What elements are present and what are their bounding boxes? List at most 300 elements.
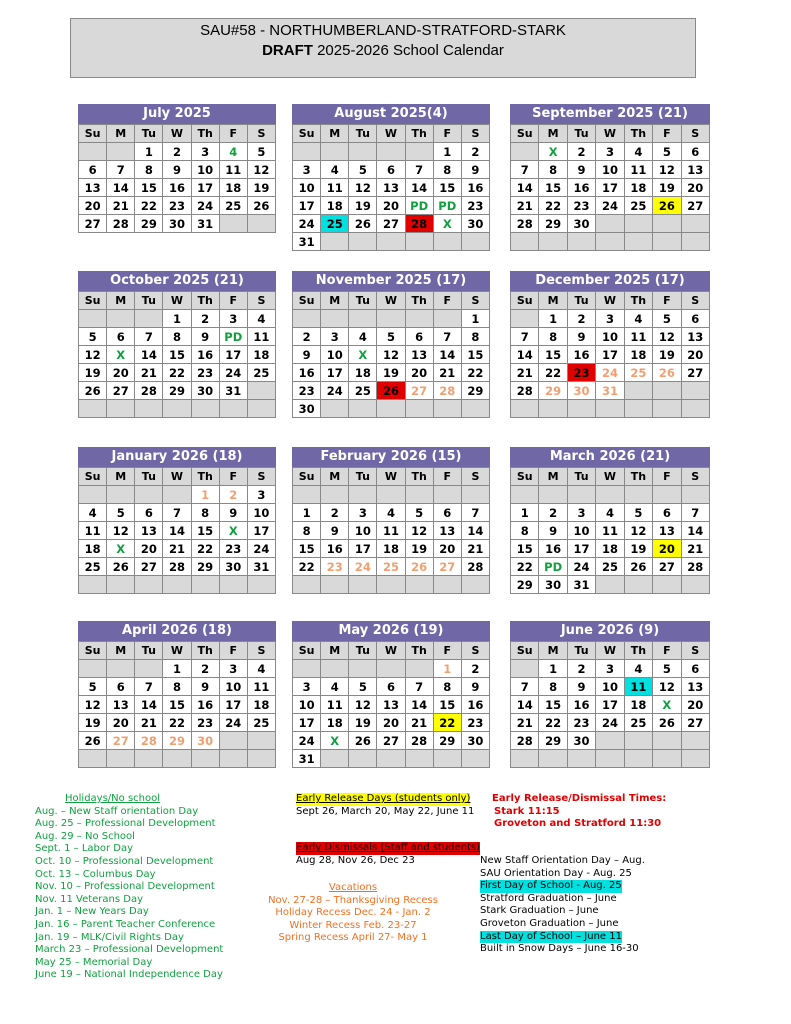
empty-cell [433, 750, 461, 768]
day-cell: 6 [377, 678, 405, 696]
day-cell: 9 [461, 161, 489, 179]
weekday-header: Su [79, 125, 107, 143]
day-cell: 22 [539, 364, 567, 382]
day-cell: 21 [681, 540, 709, 558]
day-cell: 20 [405, 364, 433, 382]
day-cell: 16 [191, 346, 219, 364]
empty-cell [653, 576, 681, 594]
empty-cell [135, 750, 163, 768]
empty-cell [79, 576, 107, 594]
empty-cell [653, 750, 681, 768]
day-cell: 18 [596, 540, 624, 558]
day-cell: 22 [293, 558, 321, 576]
empty-cell [219, 732, 247, 750]
empty-cell [79, 400, 107, 418]
day-cell: 17 [596, 696, 624, 714]
holiday-item: March 23 – Professional Development [35, 944, 224, 956]
week-row [293, 504, 490, 522]
day-cell: 30 [567, 732, 595, 750]
weekday-header: W [596, 125, 624, 143]
day-cell: 17 [349, 540, 377, 558]
month-title: May 2026 (19) [292, 621, 490, 641]
empty-cell [293, 660, 321, 678]
day-cell: 19 [377, 364, 405, 382]
weekday-header: S [247, 292, 275, 310]
day-cell: 12 [653, 678, 681, 696]
day-cell: 23 [293, 382, 321, 400]
day-cell: 1 [539, 310, 567, 328]
day-cell: 7 [405, 161, 433, 179]
empty-cell [567, 233, 595, 251]
day-cell: 5 [405, 504, 433, 522]
day-cell: 29 [191, 558, 219, 576]
empty-cell [405, 750, 433, 768]
day-cell: 26 [349, 215, 377, 233]
day-cell: 2 [321, 504, 349, 522]
month-title: July 2025 [78, 104, 276, 124]
holiday-item: Aug. 29 – No School [35, 830, 135, 842]
day-cell: 26 [653, 714, 681, 732]
day-cell: 24 [293, 732, 321, 750]
day-cell: 5 [247, 143, 275, 161]
day-cell: 15 [191, 522, 219, 540]
empty-cell [681, 750, 709, 768]
day-cell: 26 [377, 382, 405, 400]
week-row [293, 732, 490, 750]
weekday-header: Th [624, 125, 652, 143]
weekday-header: S [681, 125, 709, 143]
day-cell: 1 [191, 486, 219, 504]
times-item: Stark 11:15 [494, 805, 560, 817]
day-cell: 13 [433, 522, 461, 540]
day-cell: 20 [681, 696, 709, 714]
week-row [79, 540, 276, 558]
week-row [511, 143, 710, 161]
day-cell: 5 [79, 678, 107, 696]
day-cell: 13 [653, 522, 681, 540]
week-row [79, 346, 276, 364]
empty-cell [624, 732, 652, 750]
week-row [293, 310, 490, 328]
day-cell: 17 [293, 714, 321, 732]
week-row [293, 364, 490, 382]
day-cell: 4 [247, 660, 275, 678]
empty-cell [567, 486, 595, 504]
day-cell: 18 [247, 346, 275, 364]
day-cell: 27 [107, 382, 135, 400]
day-cell: 9 [163, 161, 191, 179]
vacation-item: Holiday Recess Dec. 24 - Jan. 2 [275, 907, 431, 919]
week-row [293, 576, 490, 594]
day-cell: 10 [219, 678, 247, 696]
empty-cell [377, 486, 405, 504]
empty-cell [321, 750, 349, 768]
day-cell: 29 [433, 732, 461, 750]
empty-cell [511, 660, 539, 678]
day-cell: 16 [293, 364, 321, 382]
weekday-header: Tu [567, 292, 595, 310]
empty-cell [79, 750, 107, 768]
day-cell: 27 [653, 558, 681, 576]
day-cell: 16 [461, 179, 489, 197]
empty-cell [405, 660, 433, 678]
empty-cell [349, 143, 377, 161]
day-cell: 23 [163, 197, 191, 215]
day-cell: 16 [567, 696, 595, 714]
holiday-item: June 19 – National Independence Day [35, 969, 223, 981]
holiday-item: Oct. 10 – Professional Development [35, 855, 214, 867]
day-cell: 6 [433, 504, 461, 522]
month-title: September 2025 (21) [510, 104, 710, 124]
day-cell: 18 [624, 696, 652, 714]
day-cell: 16 [321, 540, 349, 558]
week-row [293, 750, 490, 768]
day-cell: 17 [191, 179, 219, 197]
vacation-item: Nov. 27-28 – Thanksgiving Recess [268, 894, 438, 906]
weekday-header: W [596, 468, 624, 486]
week-row [293, 558, 490, 576]
empty-cell [219, 576, 247, 594]
day-cell: 7 [511, 161, 539, 179]
weekday-header: F [653, 125, 681, 143]
day-cell: 9 [539, 522, 567, 540]
day-cell: 27 [681, 197, 709, 215]
week-row [79, 143, 276, 161]
empty-cell [377, 233, 405, 251]
day-cell: 21 [461, 540, 489, 558]
day-cell: 12 [247, 161, 275, 179]
day-cell: 6 [681, 143, 709, 161]
day-cell: 8 [163, 328, 191, 346]
empty-cell [191, 576, 219, 594]
empty-cell [405, 576, 433, 594]
day-cell: 17 [596, 346, 624, 364]
day-cell: 24 [349, 558, 377, 576]
month-calendar [292, 447, 490, 594]
empty-cell [247, 382, 275, 400]
day-cell: 16 [191, 696, 219, 714]
week-row [79, 558, 276, 576]
month-title: December 2025 (17) [510, 271, 710, 291]
day-cell: 9 [293, 346, 321, 364]
day-cell: 28 [433, 382, 461, 400]
day-cell: 28 [405, 215, 433, 233]
holidays-heading: Holidays/No school [65, 793, 161, 804]
empty-cell [539, 400, 567, 418]
empty-cell [681, 215, 709, 233]
dismissal-times [492, 793, 666, 831]
empty-cell [107, 660, 135, 678]
weekday-header: Tu [349, 292, 377, 310]
weekday-header: F [433, 468, 461, 486]
day-cell: 20 [377, 714, 405, 732]
day-cell: 5 [107, 504, 135, 522]
day-cell: 25 [377, 558, 405, 576]
day-cell: 25 [624, 197, 652, 215]
weekday-header: Su [293, 468, 321, 486]
day-cell: 28 [511, 215, 539, 233]
day-cell: 4 [247, 310, 275, 328]
day-cell: 15 [293, 540, 321, 558]
weekday-header: F [433, 642, 461, 660]
weekday-header: Th [191, 292, 219, 310]
day-cell: 28 [511, 382, 539, 400]
day-cell: 7 [511, 328, 539, 346]
week-row [79, 714, 276, 732]
day-cell: 17 [219, 346, 247, 364]
day-cell: 27 [681, 714, 709, 732]
day-cell: 11 [624, 328, 652, 346]
weekday-header: Th [191, 125, 219, 143]
day-cell: 17 [321, 364, 349, 382]
day-cell: 1 [293, 504, 321, 522]
day-cell: 28 [511, 732, 539, 750]
day-cell: 21 [163, 540, 191, 558]
empty-cell [461, 750, 489, 768]
day-cell: 1 [163, 660, 191, 678]
day-cell: 4 [79, 504, 107, 522]
day-cell: X [349, 346, 377, 364]
day-cell: 25 [247, 364, 275, 382]
day-cell: 2 [191, 310, 219, 328]
day-cell: 29 [539, 382, 567, 400]
week-row [511, 215, 710, 233]
day-cell: 8 [461, 328, 489, 346]
empty-cell [247, 732, 275, 750]
month-title: February 2026 (15) [292, 447, 490, 467]
day-cell: 3 [293, 678, 321, 696]
day-cell: 30 [191, 382, 219, 400]
holidays-legend [35, 793, 223, 982]
month-calendar [510, 621, 710, 768]
day-cell: 12 [377, 346, 405, 364]
weekday-header: W [377, 125, 405, 143]
weekday-header: M [539, 292, 567, 310]
weekday-header: S [461, 292, 489, 310]
day-cell: 21 [511, 197, 539, 215]
week-row [293, 197, 490, 215]
weekday-header: F [219, 468, 247, 486]
day-cell: 2 [163, 143, 191, 161]
empty-cell [461, 576, 489, 594]
day-cell: 28 [107, 215, 135, 233]
day-cell: 4 [624, 143, 652, 161]
day-cell: 21 [405, 714, 433, 732]
day-cell: 3 [219, 660, 247, 678]
day-cell: 10 [191, 161, 219, 179]
day-cell: 8 [433, 161, 461, 179]
day-cell: 6 [107, 328, 135, 346]
draft-label: DRAFT [262, 42, 313, 59]
day-cell: 7 [107, 161, 135, 179]
day-cell: 22 [511, 558, 539, 576]
day-cell: 8 [511, 522, 539, 540]
week-row [79, 504, 276, 522]
day-cell: 17 [567, 540, 595, 558]
day-cell: 28 [681, 558, 709, 576]
weekday-header: S [461, 468, 489, 486]
weekday-header: M [321, 642, 349, 660]
day-cell: 3 [219, 310, 247, 328]
week-row [511, 732, 710, 750]
day-cell: 9 [567, 161, 595, 179]
day-cell: 1 [135, 143, 163, 161]
day-cell: 11 [624, 161, 652, 179]
day-cell: 17 [219, 696, 247, 714]
day-cell: 28 [461, 558, 489, 576]
day-cell: 5 [79, 328, 107, 346]
weekday-header: Th [191, 642, 219, 660]
weekday-header: W [163, 642, 191, 660]
day-cell: 31 [293, 750, 321, 768]
weekday-header: Tu [349, 125, 377, 143]
weekday-header: S [461, 642, 489, 660]
weekday-header: F [653, 642, 681, 660]
day-cell: 20 [681, 346, 709, 364]
empty-cell [681, 400, 709, 418]
day-cell: 10 [596, 328, 624, 346]
month-calendar [78, 271, 276, 418]
day-cell: 25 [349, 382, 377, 400]
day-cell: 2 [567, 660, 595, 678]
week-row [79, 179, 276, 197]
day-cell: 15 [433, 179, 461, 197]
empty-cell [624, 215, 652, 233]
empty-cell [321, 233, 349, 251]
vacations-heading: Vacations [328, 882, 378, 893]
day-cell: 21 [107, 197, 135, 215]
day-cell: 29 [511, 576, 539, 594]
empty-cell [349, 233, 377, 251]
empty-cell [349, 310, 377, 328]
day-cell: 7 [433, 328, 461, 346]
empty-cell [79, 486, 107, 504]
early-dismissal-dates: Aug 28, Nov 26, Dec 23 [296, 854, 415, 866]
early-days-legend [296, 793, 480, 867]
vacations-legend [268, 882, 438, 945]
empty-cell [349, 576, 377, 594]
weekday-header: Tu [567, 642, 595, 660]
day-cell: 18 [321, 197, 349, 215]
empty-cell [321, 310, 349, 328]
day-cell: 22 [163, 714, 191, 732]
week-row [293, 486, 490, 504]
week-row [79, 400, 276, 418]
week-row [511, 364, 710, 382]
day-cell: 22 [539, 197, 567, 215]
month-title: August 2025(4) [292, 104, 490, 124]
day-cell: 31 [191, 215, 219, 233]
weekday-header: W [377, 642, 405, 660]
weekday-header: W [163, 125, 191, 143]
day-cell: 19 [79, 714, 107, 732]
day-cell: 4 [624, 310, 652, 328]
early-release-heading: Early Release Days (students only) [296, 793, 471, 804]
day-cell: 13 [405, 346, 433, 364]
empty-cell [681, 382, 709, 400]
week-row [511, 233, 710, 251]
day-cell: 11 [79, 522, 107, 540]
day-cell: 14 [405, 179, 433, 197]
day-cell: 15 [433, 696, 461, 714]
weekday-header: Th [191, 468, 219, 486]
day-cell: 4 [321, 678, 349, 696]
day-cell: 7 [163, 504, 191, 522]
day-cell: PD [433, 197, 461, 215]
day-cell: 23 [461, 714, 489, 732]
day-cell: 1 [511, 504, 539, 522]
day-cell: 11 [321, 179, 349, 197]
week-row [293, 179, 490, 197]
day-cell: 30 [293, 400, 321, 418]
month-calendar [510, 447, 710, 594]
day-cell: 9 [321, 522, 349, 540]
week-row [293, 161, 490, 179]
weekday-header: M [321, 468, 349, 486]
day-cell: 15 [511, 540, 539, 558]
day-cell: 1 [539, 660, 567, 678]
week-row [293, 714, 490, 732]
day-cell: 6 [79, 161, 107, 179]
empty-cell [293, 310, 321, 328]
empty-cell [539, 486, 567, 504]
day-cell: 4 [624, 660, 652, 678]
day-cell: 15 [135, 179, 163, 197]
day-cell: 5 [349, 161, 377, 179]
empty-cell [107, 310, 135, 328]
week-row [511, 328, 710, 346]
week-row [293, 328, 490, 346]
district-name: SAU#58 - NORTHUMBERLAND-STRATFORD-STARK [200, 22, 566, 39]
week-row [79, 696, 276, 714]
weekday-header: Th [405, 642, 433, 660]
day-cell: PD [405, 197, 433, 215]
empty-cell [567, 750, 595, 768]
weekday-header: W [596, 642, 624, 660]
day-cell: 18 [219, 179, 247, 197]
day-cell: 4 [219, 143, 247, 161]
empty-cell [321, 400, 349, 418]
empty-cell [681, 576, 709, 594]
weekday-header: Tu [135, 642, 163, 660]
day-cell: 30 [163, 215, 191, 233]
weekday-header: Su [79, 292, 107, 310]
day-cell: 18 [624, 346, 652, 364]
empty-cell [433, 400, 461, 418]
empty-cell [163, 486, 191, 504]
day-cell: 23 [461, 197, 489, 215]
day-cell: 24 [293, 215, 321, 233]
day-cell: 29 [163, 382, 191, 400]
weekday-header: Su [511, 125, 539, 143]
day-cell: 25 [596, 558, 624, 576]
weekday-header: Su [511, 468, 539, 486]
empty-cell [624, 750, 652, 768]
day-cell: 7 [135, 678, 163, 696]
day-cell: 23 [191, 364, 219, 382]
weekday-header: W [377, 468, 405, 486]
weekday-header: W [163, 292, 191, 310]
weekday-header: S [247, 468, 275, 486]
day-cell: 3 [321, 328, 349, 346]
week-row [511, 696, 710, 714]
day-cell: 10 [596, 161, 624, 179]
week-row [79, 310, 276, 328]
empty-cell [107, 576, 135, 594]
week-row [511, 161, 710, 179]
week-row [293, 143, 490, 161]
week-row [511, 310, 710, 328]
